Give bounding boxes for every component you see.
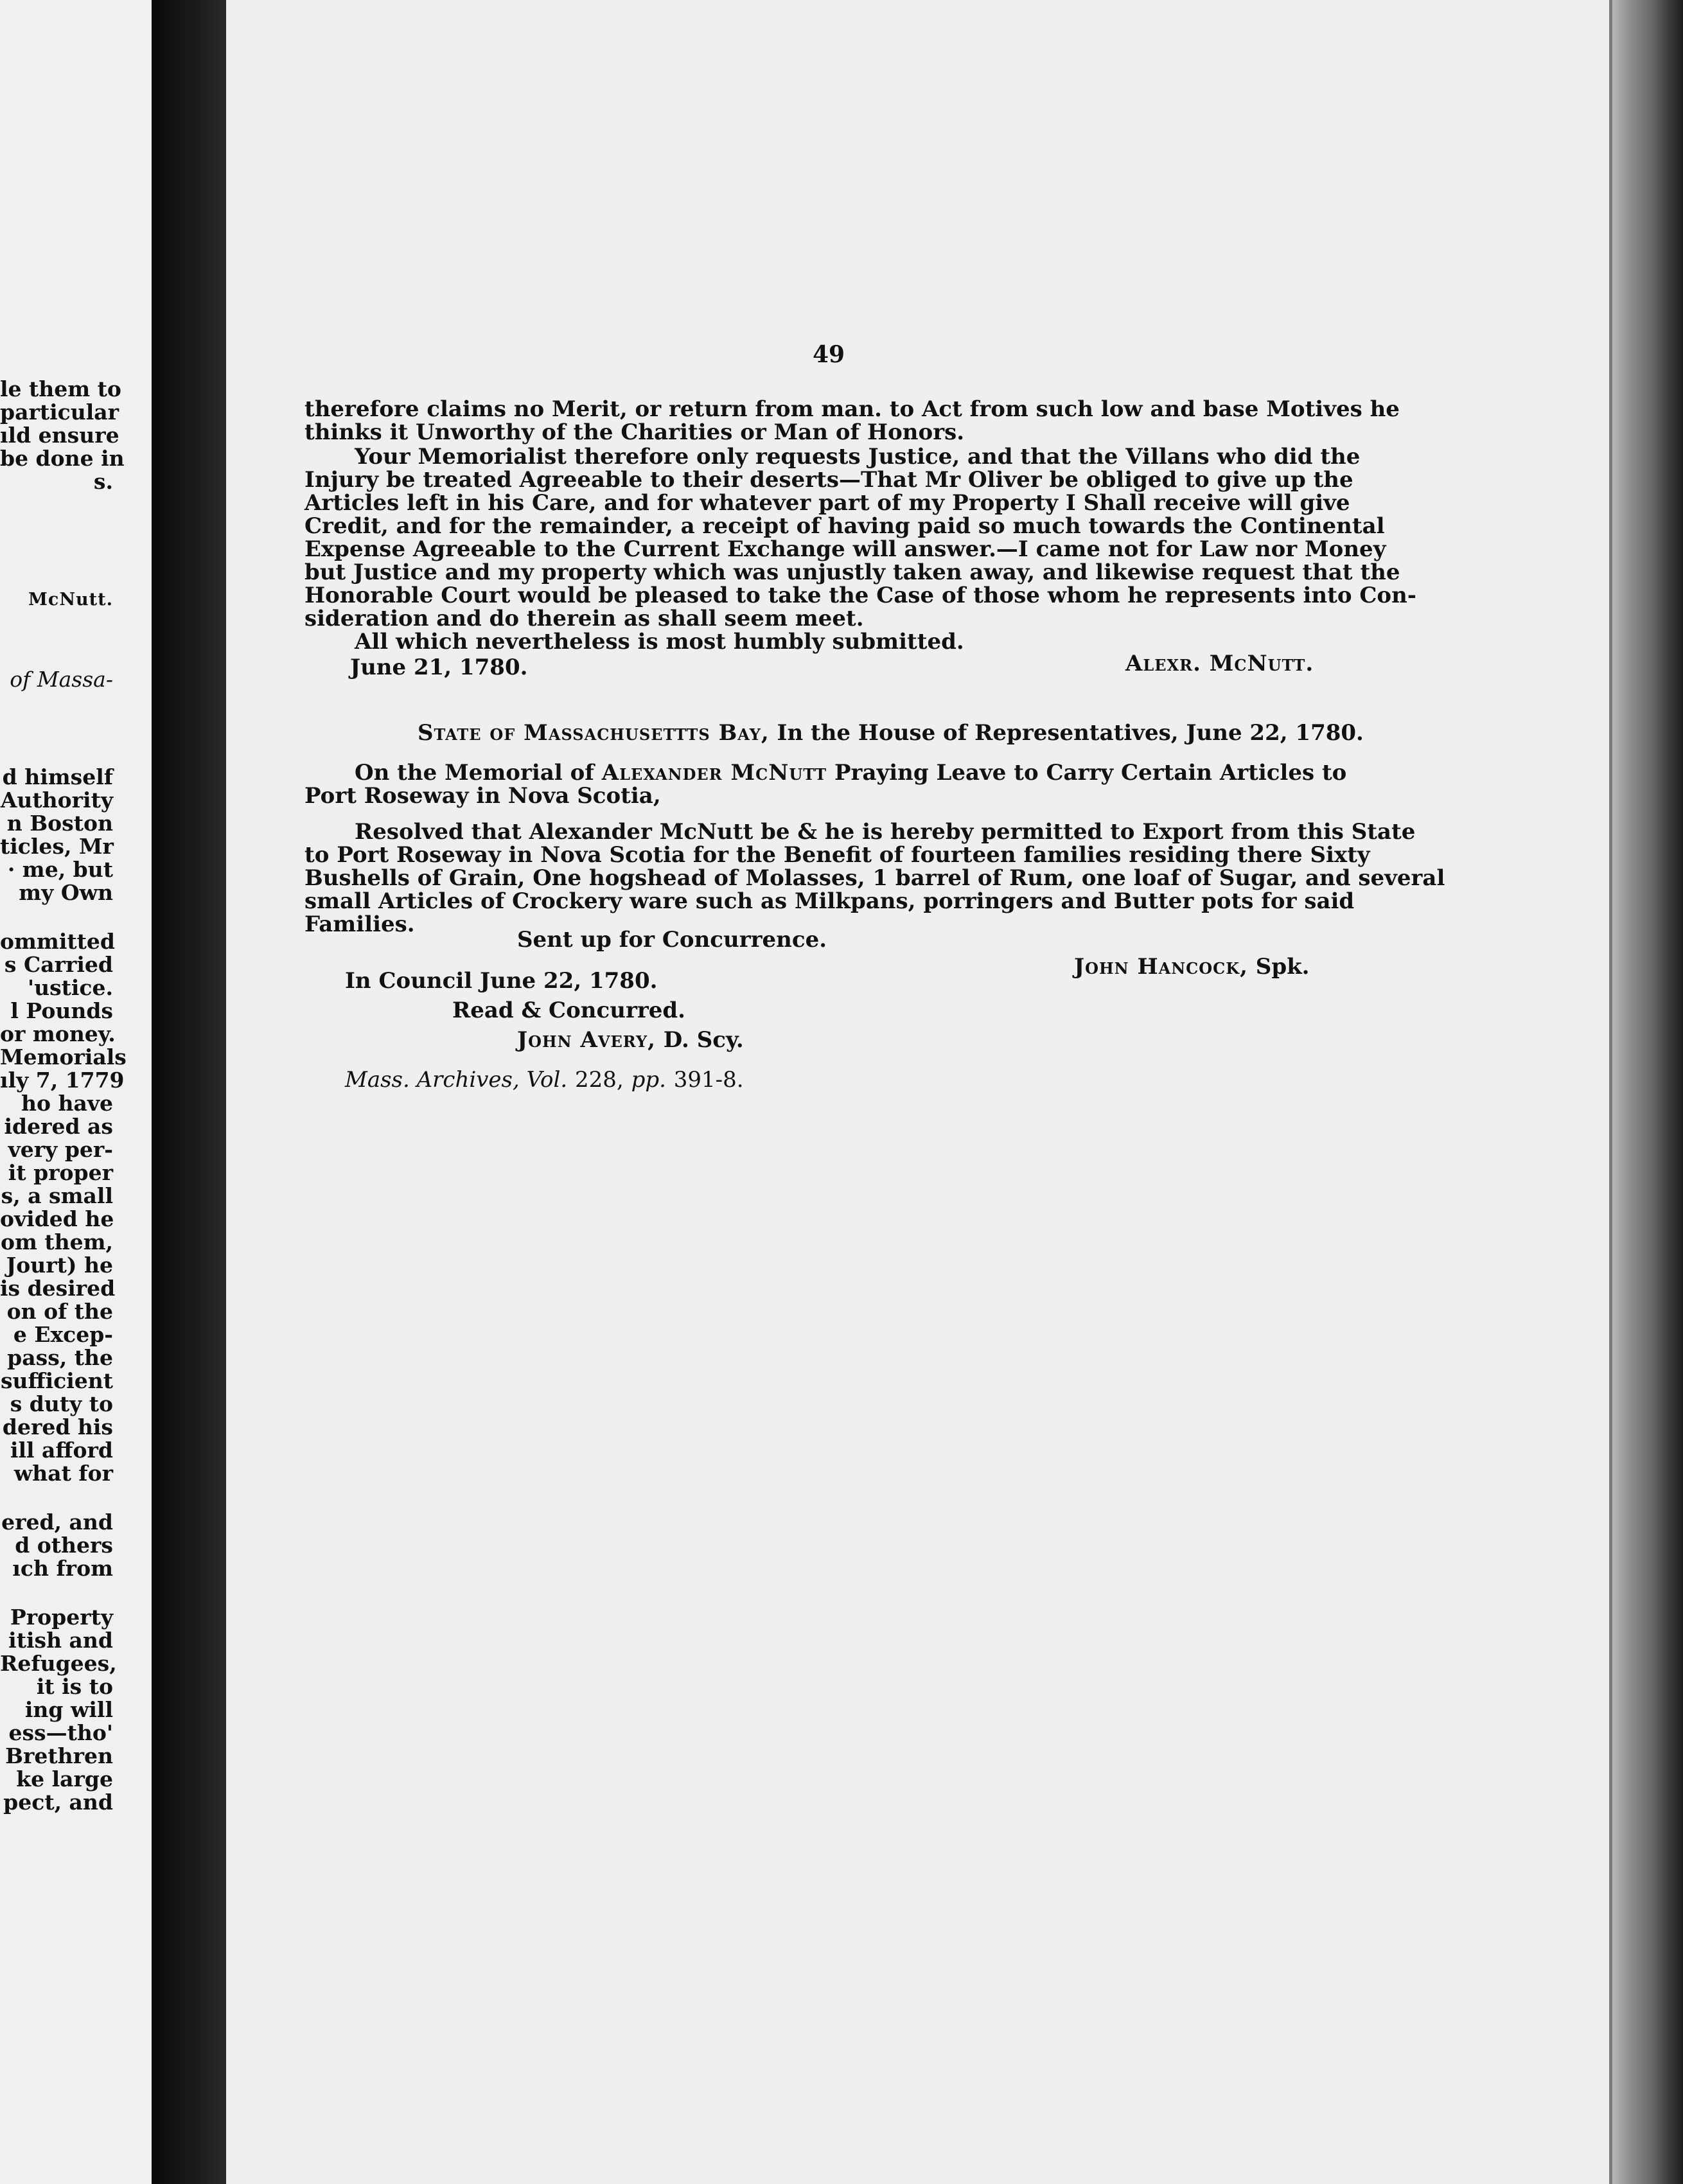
speaker-name: John Hancock,	[1074, 954, 1248, 980]
facing-line: is desired	[0, 1276, 116, 1301]
facing-line: itish and	[8, 1628, 113, 1653]
source-archive: Mass. Archives, Vol.	[345, 1067, 568, 1093]
memorial-line: Articles left in his Care, and for whatever part of my Property I Shall receive will give	[304, 490, 1350, 516]
facing-line: d himself	[2, 764, 113, 789]
facing-line: ommitted	[0, 929, 115, 954]
resolution-memorial-line: Port Roseway in Nova Scotia,	[304, 783, 661, 809]
facing-line: ho have	[21, 1091, 113, 1116]
memorial-line: Credit, and for the remainder, a receipt of having paid so much towards the Continental	[304, 513, 1385, 539]
facing-line: le them to	[0, 376, 121, 401]
facing-line: s.	[93, 469, 113, 494]
facing-line: · me, but	[7, 857, 113, 882]
facing-line: pass, the	[7, 1345, 113, 1370]
memorial-ref-text: On the Memorial of	[355, 760, 594, 786]
facing-line: of Massa-	[10, 667, 113, 692]
facing-line: s, a small	[1, 1183, 113, 1208]
facing-line: it is to	[36, 1674, 113, 1699]
resolution-heading	[418, 721, 1364, 745]
speaker-title: Spk.	[1255, 954, 1310, 980]
facing-line: idered as	[4, 1114, 113, 1139]
facing-line: on of the	[6, 1299, 113, 1324]
facing-line: very per-	[8, 1137, 113, 1162]
page-number: 49	[813, 341, 845, 368]
facing-line: Refugees,	[0, 1651, 117, 1676]
book-gutter	[152, 0, 226, 2184]
memorial-line: therefore claims no Merit, or return from man. to Act from such low and base Motives he	[304, 396, 1400, 422]
facing-line: ovided he	[0, 1206, 114, 1231]
resolved-line: Resolved that Alexander McNutt be & he is hereby permitted to Export from this State	[355, 819, 1416, 845]
resolved-line: Bushells of Grain, One hogshead of Molasses, 1 barrel of Rum, one loaf of Sugar, and several	[304, 865, 1445, 891]
resolved-line: Families.	[304, 911, 415, 937]
sent-up-line: Sent up for Concurrence.	[517, 927, 827, 953]
speaker-signature	[1074, 955, 1310, 979]
facing-line: ke large	[16, 1766, 113, 1792]
memorial-line: Expense Agreeable to the Current Exchange will answer.—I came not for Law nor Money	[304, 536, 1386, 562]
heading-state: State of Massachusettts Bay,	[418, 720, 770, 746]
facing-line: be done in	[0, 446, 125, 471]
facing-line: what for	[13, 1461, 113, 1486]
facing-line: particular	[0, 400, 119, 425]
concurred-line: Read & Concurred.	[452, 998, 686, 1023]
facing-line: pect, and	[3, 1790, 113, 1815]
source-pp: pp.	[631, 1067, 666, 1093]
memorial-ref-name: Alexander McNutt	[601, 760, 827, 786]
secretary-name: John Avery,	[517, 1027, 656, 1053]
page-edge	[1612, 0, 1683, 2184]
resolution-memorial-line	[355, 760, 1347, 786]
secretary-signature	[517, 1028, 744, 1052]
memorial-signature: Alexr. McNutt.	[1125, 651, 1314, 676]
facing-line: 'ustice.	[27, 975, 113, 1000]
source-volume: 228,	[575, 1067, 624, 1093]
source-pages: 391-8.	[673, 1067, 744, 1093]
facing-line: Brethren	[5, 1743, 113, 1768]
facing-page-fragment	[0, 0, 152, 2184]
facing-line: ered, and	[1, 1510, 113, 1535]
memorial-line: Your Memorialist therefore only requests Justice, and that the Villans who did the	[355, 444, 1361, 470]
facing-line: ticles, Mr	[0, 834, 114, 859]
source-citation	[345, 1068, 744, 1092]
memorial-line: thinks it Unworthy of the Charities or Man of Honors.	[304, 419, 965, 445]
facing-line: ill afford	[10, 1438, 113, 1463]
heading-house: In the House of Representatives, June 22, 1780.	[777, 720, 1364, 746]
facing-line: Property	[10, 1605, 113, 1630]
facing-line: om them,	[0, 1229, 113, 1255]
facing-line: e Excep-	[13, 1322, 113, 1347]
resolved-line: to Port Roseway in Nova Scotia for the Benefit of fourteen families residing there Sixty	[304, 842, 1370, 868]
memorial-date: June 21, 1780.	[350, 655, 528, 680]
facing-line: or money.	[0, 1021, 116, 1046]
facing-line: s duty to	[10, 1391, 113, 1416]
memorial-closing: All which nevertheless is most humbly submitted.	[355, 629, 964, 655]
memorial-line: but Justice and my property which was unjustly taken away, and likewise request that the	[304, 559, 1400, 585]
facing-line: my Own	[19, 880, 113, 905]
memorial-line: Honorable Court would be pleased to take the Case of those whom he represents into Con-	[304, 583, 1416, 608]
facing-line: dered his	[2, 1414, 113, 1440]
facing-line: n Boston	[6, 811, 113, 836]
memorial-line: sideration and do therein as shall seem meet.	[304, 606, 864, 631]
facing-line: it proper	[8, 1160, 113, 1185]
facing-line: Jourt) he	[6, 1253, 113, 1278]
facing-line: l Pounds	[10, 998, 113, 1023]
facing-line: ıly 7, 1779	[0, 1068, 125, 1093]
facing-line: s Carried	[4, 952, 113, 977]
secretary-title: D. Scy.	[663, 1027, 744, 1053]
facing-line: ıld ensure	[0, 423, 119, 448]
council-line: In Council June 22, 1780.	[345, 968, 658, 994]
facing-line: sufficient	[0, 1368, 113, 1393]
facing-line: ing will	[24, 1697, 113, 1722]
memorial-ref-text: Praying Leave to Carry Certain Articles to	[834, 760, 1347, 786]
facing-line: d others	[15, 1533, 113, 1558]
facing-line: ıch from	[12, 1556, 113, 1581]
facing-line: Memorials	[0, 1044, 127, 1070]
facing-line: McNutt.	[28, 590, 113, 610]
facing-line: Authority	[0, 788, 113, 813]
resolved-line: small Articles of Crockery ware such as Milkpans, porringers and Butter pots for said	[304, 888, 1355, 914]
memorial-line: Injury be treated Agreeable to their deserts—That Mr Oliver be obliged to give up the	[304, 467, 1353, 493]
facing-line: ess—tho'	[8, 1720, 113, 1745]
